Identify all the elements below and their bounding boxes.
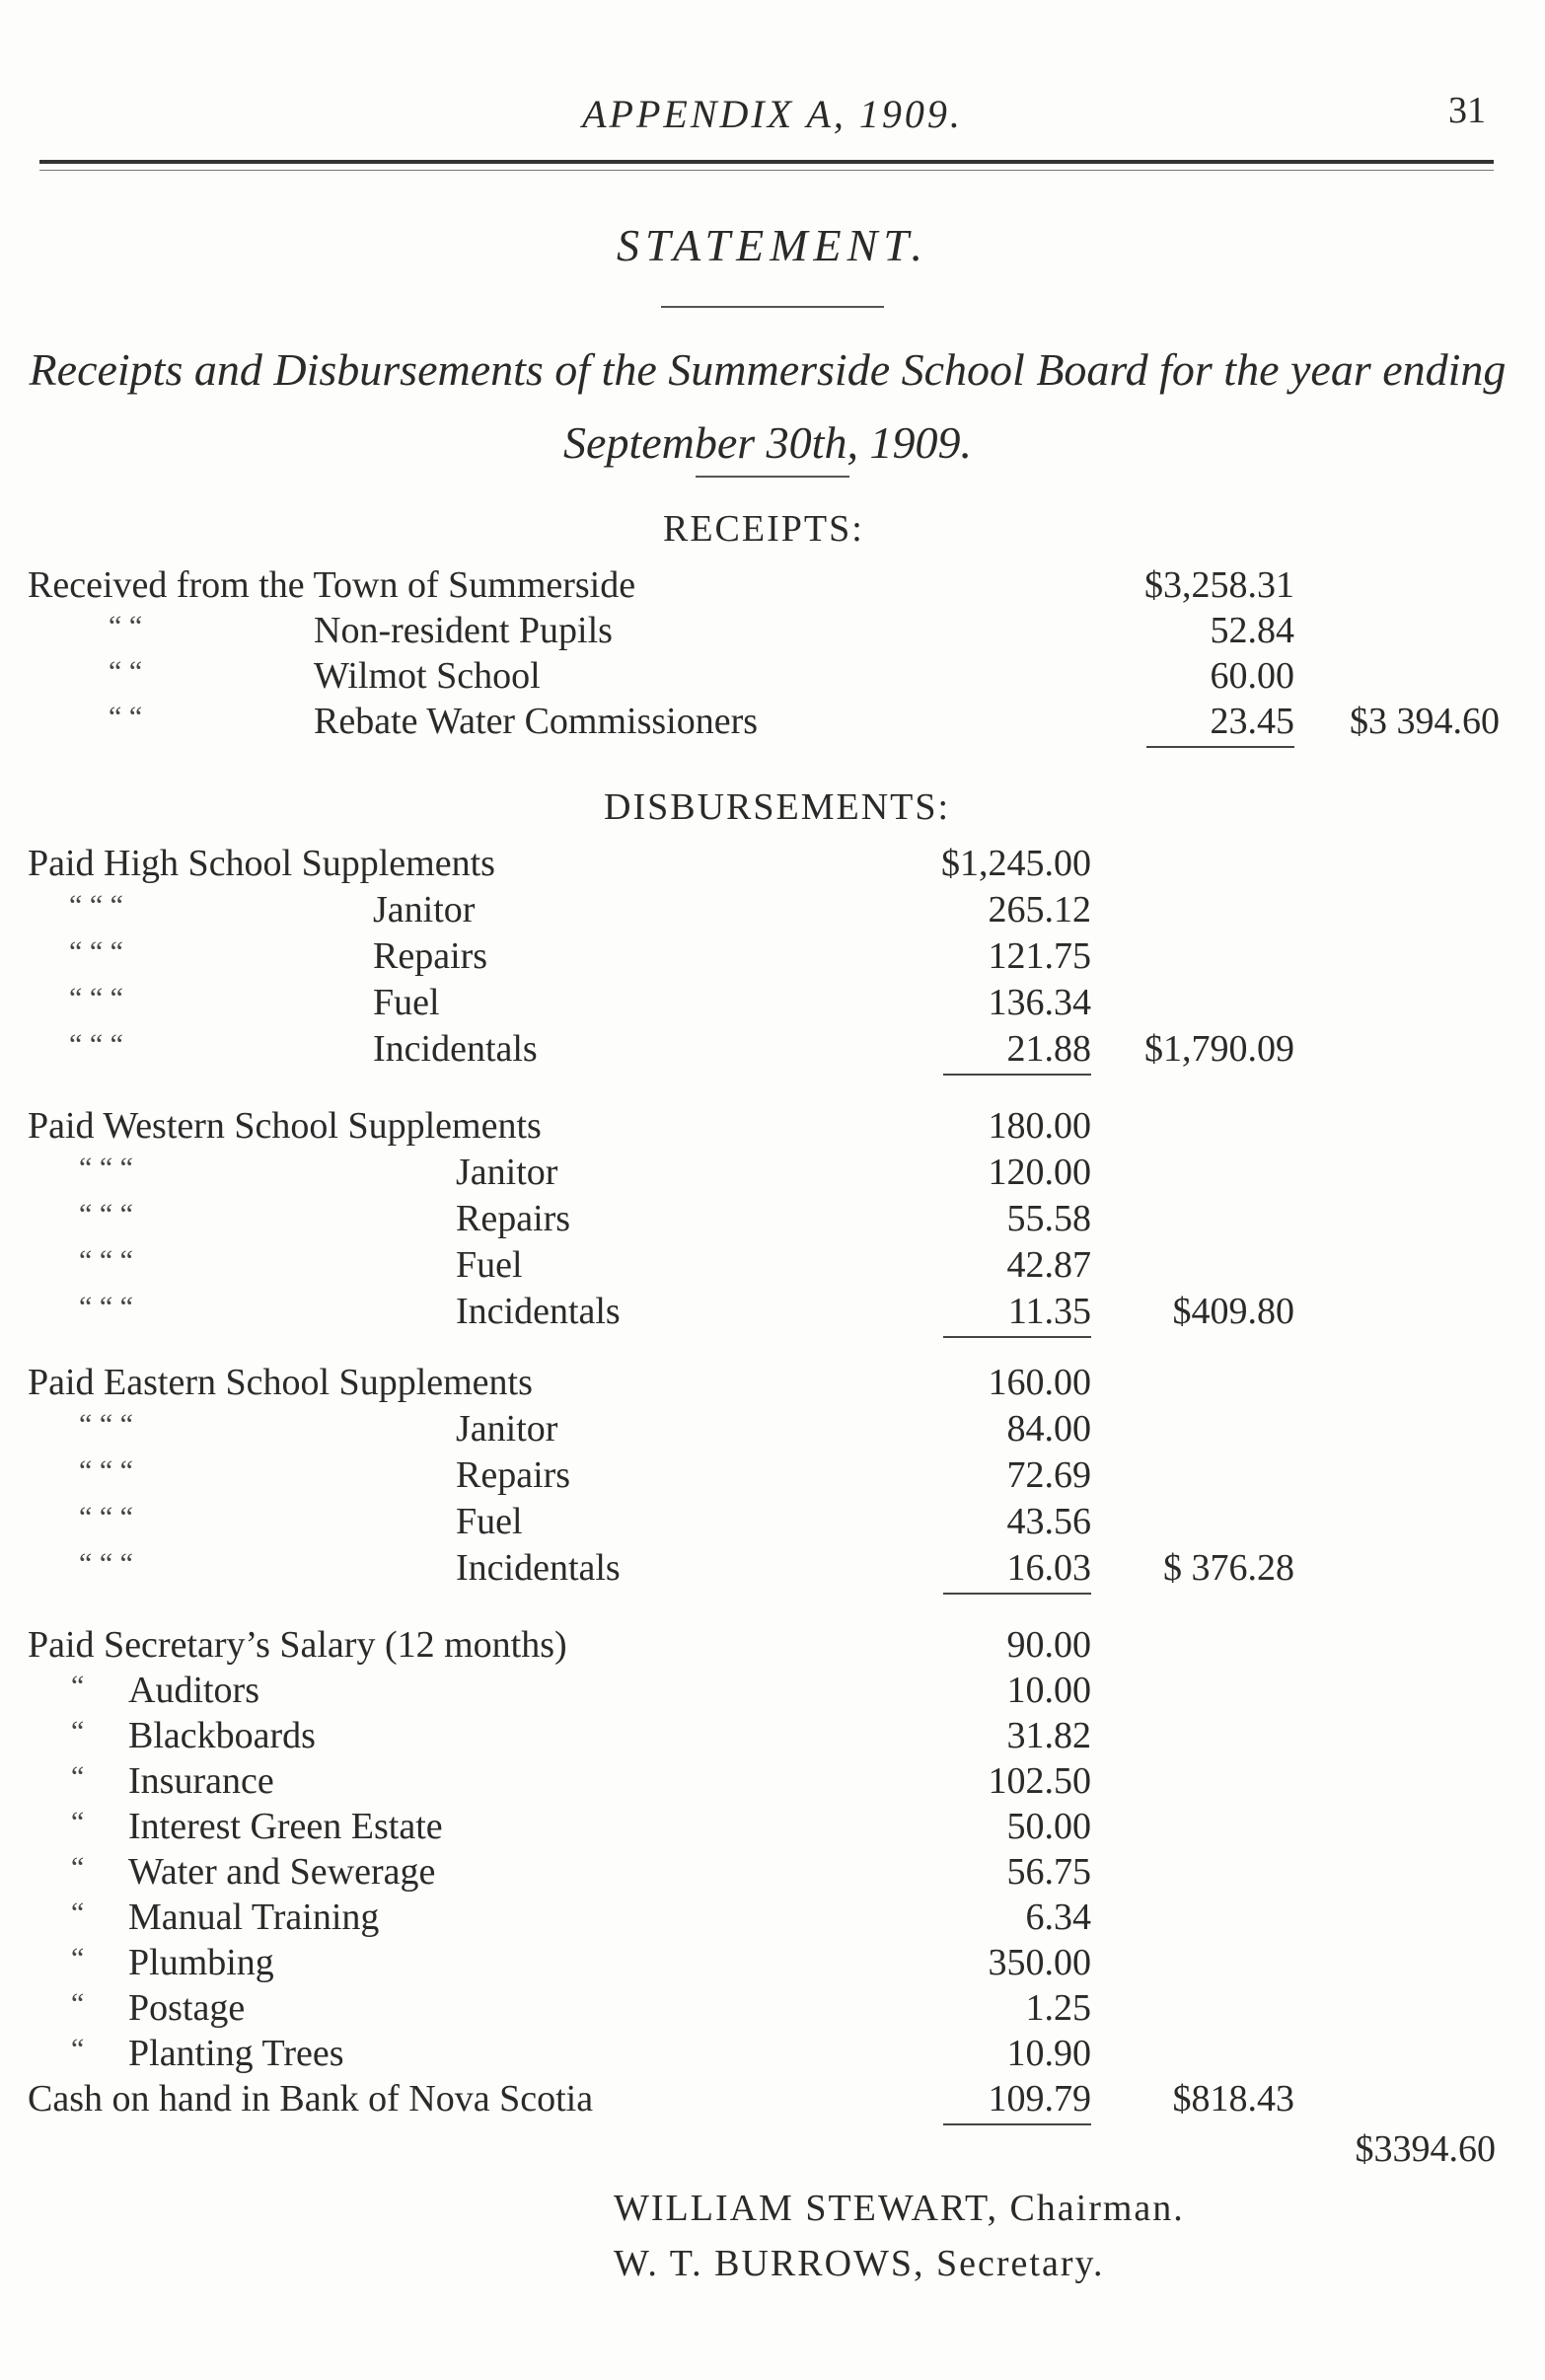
- ditto-marks: “ “ “: [79, 1152, 133, 1184]
- row-label: Janitor: [456, 1408, 558, 1450]
- running-head: APPENDIX A, 1909.: [582, 92, 963, 136]
- ditto-marks: “: [71, 1897, 85, 1929]
- grand-total: $3394.60: [1355, 2128, 1496, 2170]
- disbursements-heading: DISBURSEMENTS:: [604, 786, 951, 828]
- table-row: [0, 1196, 1545, 1241]
- table-row: [0, 1499, 1545, 1544]
- ditto-marks: “ “ “: [79, 1454, 133, 1487]
- row-amount: 1.25: [1025, 1987, 1091, 2029]
- subtotal-underline: [943, 2123, 1091, 2125]
- row-amount: 136.34: [988, 982, 1091, 1023]
- table-row: [0, 980, 1545, 1025]
- statement-subtitle: Receipts and Disbursements of the Summerside School Board for the year ending September 30th, 1909.: [29, 344, 1507, 468]
- signature-secretary: W. T. BURROWS, Secretary.: [614, 2243, 1105, 2284]
- statement-title: STATEMENT.: [616, 220, 928, 270]
- ditto-marks: “ “: [109, 655, 143, 688]
- section-total: $409.80: [1172, 1291, 1294, 1332]
- row-amount: 10.00: [1006, 1670, 1091, 1711]
- ditto-marks: “ “ “: [69, 889, 123, 922]
- row-label: Rebate Water Commissioners: [314, 701, 759, 742]
- row-label: Received from the Town of Summerside: [28, 564, 636, 606]
- row-amount: 21.88: [1006, 1028, 1091, 1070]
- table-row: [0, 1452, 1545, 1498]
- row-label: Incidentals: [456, 1291, 621, 1332]
- row-label: Janitor: [456, 1152, 558, 1193]
- row-label: Wilmot School: [314, 655, 541, 697]
- row-amount: 50.00: [1006, 1806, 1091, 1847]
- receipts-heading: RECEIPTS:: [663, 508, 864, 550]
- row-amount: 10.90: [1006, 2033, 1091, 2074]
- ditto-marks: “ “ “: [69, 935, 123, 968]
- ditto-marks: “: [71, 1942, 85, 1974]
- table-row: [0, 1242, 1545, 1288]
- row-label: Plumbing: [128, 1942, 274, 1983]
- row-label: Cash on hand in Bank of Nova Scotia: [28, 2078, 594, 2120]
- header-rule-thin: [39, 170, 1494, 171]
- row-label: Auditors: [128, 1670, 259, 1711]
- row-amount: 121.75: [988, 935, 1091, 977]
- row-label: Planting Trees: [128, 2033, 344, 2074]
- table-row: [0, 1289, 1545, 1334]
- table-row: [0, 1758, 1545, 1804]
- table-row: [0, 2076, 1545, 2121]
- table-row: [0, 1103, 1545, 1149]
- subtotal-underline: [1146, 746, 1294, 748]
- row-amount: 23.45: [1210, 701, 1294, 742]
- table-row: [0, 1026, 1545, 1072]
- row-label: Paid Western School Supplements: [28, 1105, 542, 1147]
- row-amount: 11.35: [1007, 1291, 1091, 1332]
- row-label: Repairs: [456, 1198, 571, 1239]
- table-row: [0, 2031, 1545, 2076]
- ditto-marks: “: [71, 1760, 85, 1793]
- signature-chairman: WILLIAM STEWART, Chairman.: [614, 2188, 1185, 2229]
- ditto-marks: “ “: [109, 610, 143, 642]
- ditto-marks: “: [71, 1851, 85, 1884]
- row-amount: 350.00: [988, 1942, 1091, 1983]
- row-amount: 72.69: [1006, 1454, 1091, 1496]
- table-row: [0, 1668, 1545, 1713]
- row-label: Paid Secretary’s Salary (12 months): [28, 1624, 567, 1666]
- row-label: Non-resident Pupils: [314, 610, 613, 651]
- row-amount: 102.50: [988, 1760, 1091, 1802]
- table-row: [0, 1545, 1545, 1591]
- section-total: $ 376.28: [1163, 1547, 1294, 1589]
- row-label: Repairs: [373, 935, 488, 977]
- row-label: Postage: [128, 1987, 246, 2029]
- row-label: Janitor: [373, 889, 476, 930]
- table-row: [0, 653, 1545, 699]
- ditto-marks: “ “ “: [69, 982, 123, 1014]
- row-amount: 160.00: [988, 1362, 1091, 1403]
- section-total: $1,790.09: [1144, 1028, 1294, 1070]
- section-total: $818.43: [1172, 2078, 1294, 2120]
- table-row: [0, 1849, 1545, 1895]
- row-amount: 90.00: [1006, 1624, 1091, 1666]
- ditto-marks: “ “ “: [79, 1291, 133, 1323]
- row-amount: 180.00: [988, 1105, 1091, 1147]
- row-amount: $1,245.00: [941, 843, 1091, 884]
- row-amount: 109.79: [988, 2078, 1091, 2120]
- row-label: Paid Eastern School Supplements: [28, 1362, 533, 1403]
- section-total: $3 394.60: [1350, 701, 1500, 742]
- ditto-marks: “ “: [109, 701, 143, 733]
- row-amount: 265.12: [988, 889, 1091, 930]
- title-divider: [661, 306, 884, 308]
- row-label: Incidentals: [456, 1547, 621, 1589]
- table-row: [0, 562, 1545, 608]
- row-amount: 55.58: [1006, 1198, 1091, 1239]
- header-rule-thick: [39, 160, 1494, 164]
- ditto-marks: “: [71, 1670, 85, 1702]
- table-row: [0, 1895, 1545, 1940]
- row-label: Manual Training: [128, 1897, 380, 1938]
- row-amount: 6.34: [1025, 1897, 1091, 1938]
- subtitle-divider: [696, 476, 849, 478]
- row-amount: 43.56: [1006, 1501, 1091, 1542]
- table-row: [0, 1940, 1545, 1985]
- row-amount: 60.00: [1210, 655, 1294, 697]
- ditto-marks: “ “ “: [79, 1244, 133, 1277]
- row-label: Incidentals: [373, 1028, 538, 1070]
- table-row: [0, 841, 1545, 886]
- ditto-marks: “ “ “: [79, 1547, 133, 1580]
- row-amount: $3,258.31: [1144, 564, 1294, 606]
- table-row: [0, 608, 1545, 653]
- row-amount: 56.75: [1006, 1851, 1091, 1893]
- ditto-marks: “ “ “: [79, 1501, 133, 1533]
- row-label: Blackboards: [128, 1715, 316, 1756]
- ditto-marks: “: [71, 1987, 85, 2020]
- ditto-marks: “ “ “: [69, 1028, 123, 1061]
- table-row: [0, 699, 1545, 744]
- table-row: [0, 1360, 1545, 1405]
- row-label: Insurance: [128, 1760, 274, 1802]
- row-label: Water and Sewerage: [128, 1851, 436, 1893]
- table-row: [0, 887, 1545, 932]
- ditto-marks: “: [71, 2033, 85, 2065]
- table-row: [0, 1713, 1545, 1758]
- row-amount: 52.84: [1210, 610, 1294, 651]
- page-number: 31: [1448, 90, 1486, 131]
- row-amount: 42.87: [1006, 1244, 1091, 1286]
- table-row: [0, 933, 1545, 979]
- row-amount: 120.00: [988, 1152, 1091, 1193]
- subtotal-underline: [943, 1074, 1091, 1076]
- subtotal-underline: [943, 1336, 1091, 1338]
- row-amount: 84.00: [1006, 1408, 1091, 1450]
- ditto-marks: “ “ “: [79, 1408, 133, 1441]
- row-label: Fuel: [456, 1501, 523, 1542]
- ditto-marks: “ “ “: [79, 1198, 133, 1230]
- table-row: [0, 1622, 1545, 1668]
- ditto-marks: “: [71, 1806, 85, 1838]
- table-row: [0, 1804, 1545, 1849]
- row-label: Paid High School Supplements: [28, 843, 495, 884]
- ditto-marks: “: [71, 1715, 85, 1748]
- row-label: Interest Green Estate: [128, 1806, 443, 1847]
- row-amount: 16.03: [1006, 1547, 1091, 1589]
- row-label: Repairs: [456, 1454, 571, 1496]
- table-row: [0, 1406, 1545, 1451]
- table-row: [0, 1150, 1545, 1195]
- row-label: Fuel: [373, 982, 440, 1023]
- table-row: [0, 1985, 1545, 2031]
- row-label: Fuel: [456, 1244, 523, 1286]
- row-amount: 31.82: [1006, 1715, 1091, 1756]
- subtotal-underline: [943, 1593, 1091, 1595]
